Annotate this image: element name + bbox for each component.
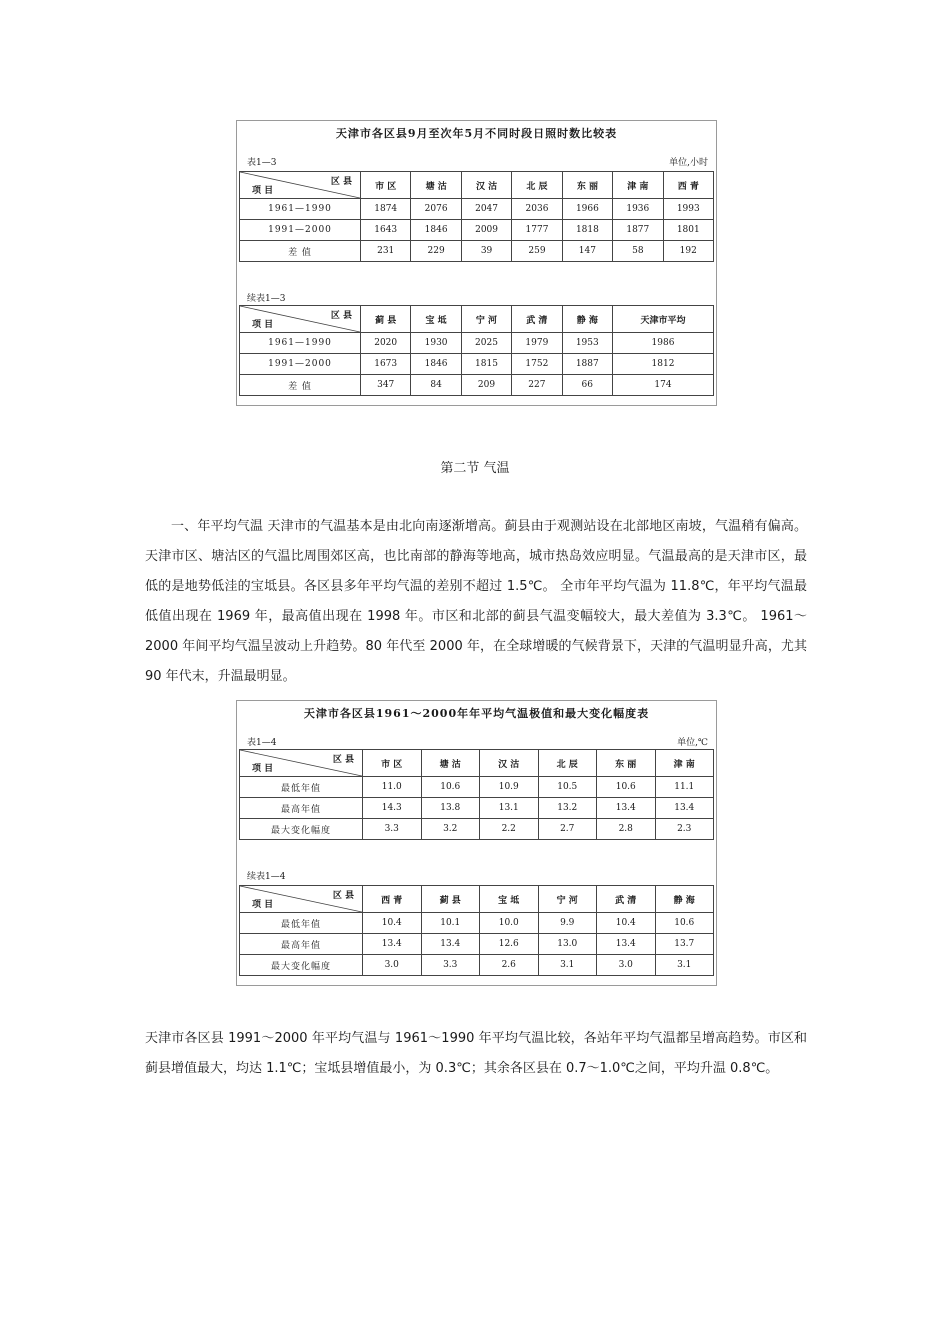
table-row: [240, 934, 714, 955]
table-row: [240, 199, 714, 220]
column-header: 武 清: [512, 306, 562, 333]
column-header: 北 辰: [538, 750, 597, 777]
table-row: [240, 354, 714, 375]
table-title: 天津市各区县9月至次年5月不同时段日照时数比较表: [335, 127, 618, 140]
column-header: 津 南: [655, 750, 714, 777]
table-cell: 1936: [613, 199, 663, 220]
corner-cell: [240, 306, 361, 333]
corner-top-label: 区 县: [330, 177, 352, 187]
table-cell: 10.1: [421, 913, 480, 934]
row-header: 差 值: [240, 375, 361, 396]
continued-data-table: [239, 305, 714, 396]
table-cell: 10.5: [538, 777, 597, 798]
table-cell: 1801: [663, 220, 713, 241]
column-header: 汉 沽: [480, 750, 539, 777]
table-label: 表1—4: [247, 738, 277, 748]
table-cell: 13.4: [655, 798, 714, 819]
table-cell: 1877: [613, 220, 663, 241]
corner-cell: [240, 172, 361, 199]
table-title: 天津市各区县1961～2000年年平均气温极值和最大变化幅度表: [303, 707, 650, 720]
table-cell: 1818: [562, 220, 612, 241]
column-header: 东 丽: [562, 172, 612, 199]
column-header: 宝 坻: [411, 306, 461, 333]
table-row: [240, 220, 714, 241]
column-header: 塘 沽: [421, 750, 480, 777]
table-cell: 1993: [663, 199, 713, 220]
table-cell: 3.3: [363, 819, 422, 840]
column-header: 蓟 县: [361, 306, 411, 333]
table-cell: 2.7: [538, 819, 597, 840]
table-row: [240, 798, 714, 819]
table-cell: 12.6: [480, 934, 539, 955]
column-header: 西 青: [663, 172, 713, 199]
temperature-table-image: [236, 700, 717, 986]
table-cell: 2047: [461, 199, 511, 220]
table-cell: 192: [663, 241, 713, 262]
table-row: [240, 241, 714, 262]
table-row: [240, 777, 714, 798]
corner-cell: [240, 750, 363, 777]
table-cell: 84: [411, 375, 461, 396]
table-cell: 14.3: [363, 798, 422, 819]
table-cell: 2.6: [480, 955, 539, 976]
table-cell: 9.9: [538, 913, 597, 934]
table-cell: 2009: [461, 220, 511, 241]
table-cell: 1874: [361, 199, 411, 220]
table-cell: 66: [562, 375, 612, 396]
table-cell: 231: [361, 241, 411, 262]
row-header: 1991—2000: [240, 220, 361, 241]
row-header: 最大变化幅度: [240, 819, 363, 840]
table-cell: 2.2: [480, 819, 539, 840]
row-header: 1961—1990: [240, 199, 361, 220]
table-cell: 1643: [361, 220, 411, 241]
table-cell: 1673: [361, 354, 411, 375]
table-cell: 259: [512, 241, 562, 262]
table-cell: 3.0: [363, 955, 422, 976]
continued-table-label: 续表1—3: [247, 294, 286, 304]
section-heading: 第二节 气温: [440, 461, 510, 476]
data-table: [239, 171, 714, 262]
table-cell: 174: [613, 375, 714, 396]
corner-top-label: 区 县: [332, 755, 354, 765]
corner-top-label: 区 县: [332, 891, 354, 901]
table-cell: 13.7: [655, 934, 714, 955]
table-cell: 13.2: [538, 798, 597, 819]
corner-bottom-label: 项 目: [252, 320, 274, 330]
table-cell: 39: [461, 241, 511, 262]
table-unit: 单位,℃: [677, 738, 708, 748]
table-cell: 209: [461, 375, 511, 396]
data-table: [239, 749, 714, 840]
column-header: 东 丽: [597, 750, 656, 777]
table-cell: 3.3: [421, 955, 480, 976]
table-cell: 1777: [512, 220, 562, 241]
column-header: 天津市平均: [613, 306, 714, 333]
table-cell: 10.6: [421, 777, 480, 798]
table-cell: 2020: [361, 333, 411, 354]
table-cell: 13.8: [421, 798, 480, 819]
column-header: 西 青: [363, 886, 422, 913]
row-header: 最高年值: [240, 934, 363, 955]
corner-cell: [240, 886, 363, 913]
corner-bottom-label: 项 目: [252, 764, 274, 774]
paragraph-temperature-comparison: 天津市各区县 1991～2000 年平均气温与 1961～1990 年平均气温比较，各站年平均气温都呈增高趋势。市区和蓟县增值最大，均达 1.1℃；宝坻县增值最小，为 0.3℃；其余各区县在 0.7～1.0℃之间，平均升温 0.8℃。: [145, 1031, 807, 1076]
table-cell: 147: [562, 241, 612, 262]
column-header: 武 清: [597, 886, 656, 913]
row-header: 最高年值: [240, 798, 363, 819]
table-cell: 10.6: [597, 777, 656, 798]
continued-table-label: 续表1—4: [247, 872, 286, 882]
table-cell: 3.1: [655, 955, 714, 976]
table-cell: 229: [411, 241, 461, 262]
table-cell: 1752: [512, 354, 562, 375]
row-header: 最低年值: [240, 777, 363, 798]
column-header: 宁 河: [538, 886, 597, 913]
column-header: 市 区: [361, 172, 411, 199]
table-cell: 347: [361, 375, 411, 396]
sunshine-table-image: [236, 120, 717, 406]
table-cell: 1979: [512, 333, 562, 354]
table-row: [240, 955, 714, 976]
column-header: 北 辰: [512, 172, 562, 199]
column-header: 津 南: [613, 172, 663, 199]
table-cell: 1887: [562, 354, 612, 375]
column-header: 蓟 县: [421, 886, 480, 913]
row-header: 最低年值: [240, 913, 363, 934]
table-cell: 1812: [613, 354, 714, 375]
table-cell: 1930: [411, 333, 461, 354]
table-cell: 227: [512, 375, 562, 396]
table-cell: 2.3: [655, 819, 714, 840]
table-row: [240, 819, 714, 840]
table-cell: 1815: [461, 354, 511, 375]
table-cell: 2025: [461, 333, 511, 354]
table-cell: 2.8: [597, 819, 656, 840]
table-cell: 13.4: [597, 798, 656, 819]
table-unit: 单位,小时: [669, 158, 708, 168]
table-cell: 11.0: [363, 777, 422, 798]
table-row: [240, 913, 714, 934]
row-header: 1961—1990: [240, 333, 361, 354]
column-header: 宁 河: [461, 306, 511, 333]
table-cell: 1986: [613, 333, 714, 354]
table-cell: 11.1: [655, 777, 714, 798]
column-header: 静 海: [562, 306, 612, 333]
table-cell: 1953: [562, 333, 612, 354]
table-cell: 13.4: [363, 934, 422, 955]
table-cell: 1966: [562, 199, 612, 220]
table-cell: 1846: [411, 220, 461, 241]
table-row: [240, 333, 714, 354]
table-cell: 1846: [411, 354, 461, 375]
table-cell: 3.2: [421, 819, 480, 840]
corner-top-label: 区 县: [330, 311, 352, 321]
table-cell: 10.4: [363, 913, 422, 934]
row-header: 1991—2000: [240, 354, 361, 375]
table-cell: 13.4: [421, 934, 480, 955]
table-cell: 10.4: [597, 913, 656, 934]
table-cell: 3.1: [538, 955, 597, 976]
column-header: 宝 坻: [480, 886, 539, 913]
table-cell: 13.4: [597, 934, 656, 955]
table-cell: 10.0: [480, 913, 539, 934]
table-cell: 58: [613, 241, 663, 262]
continued-data-table: [239, 885, 714, 976]
table-cell: 10.9: [480, 777, 539, 798]
row-header: 差 值: [240, 241, 361, 262]
column-header: 市 区: [363, 750, 422, 777]
table-cell: 10.6: [655, 913, 714, 934]
column-header: 静 海: [655, 886, 714, 913]
table-row: [240, 375, 714, 396]
table-label: 表1—3: [247, 158, 277, 168]
table-cell: 3.0: [597, 955, 656, 976]
table-cell: 2076: [411, 199, 461, 220]
paragraph-annual-temperature: 一、年平均气温 天津市的气温基本是由北向南逐渐增高。蓟县由于观测站设在北部地区南坡，气温稍有偏高。天津市区、塘沽区的气温比周围郊区高，也比南部的静海等地高，城市热岛效应明显。气温最高的是天津市区，最低的是地势低洼的宝坻县。各区县多年平均气温的差别不超过 1.5℃。 全市年平均气温为 11.8℃，年平均气温最低值出现在 1969 年，最高值出现在 1998 年。市区和北部的蓟县气温变幅较大，最大差值为 3.3℃。 1961～2000 年间平均气温呈波动上升趋势。80 年代至 2000 年，在全球增暖的气候背景下，天津的气温明显升高，尤其 90 年代末，升温最明显。: [145, 519, 807, 684]
column-header: 塘 沽: [411, 172, 461, 199]
corner-bottom-label: 项 目: [252, 900, 274, 910]
table-cell: 13.0: [538, 934, 597, 955]
table-cell: 13.1: [480, 798, 539, 819]
corner-bottom-label: 项 目: [252, 186, 274, 196]
row-header: 最大变化幅度: [240, 955, 363, 976]
column-header: 汉 沽: [461, 172, 511, 199]
table-cell: 2036: [512, 199, 562, 220]
